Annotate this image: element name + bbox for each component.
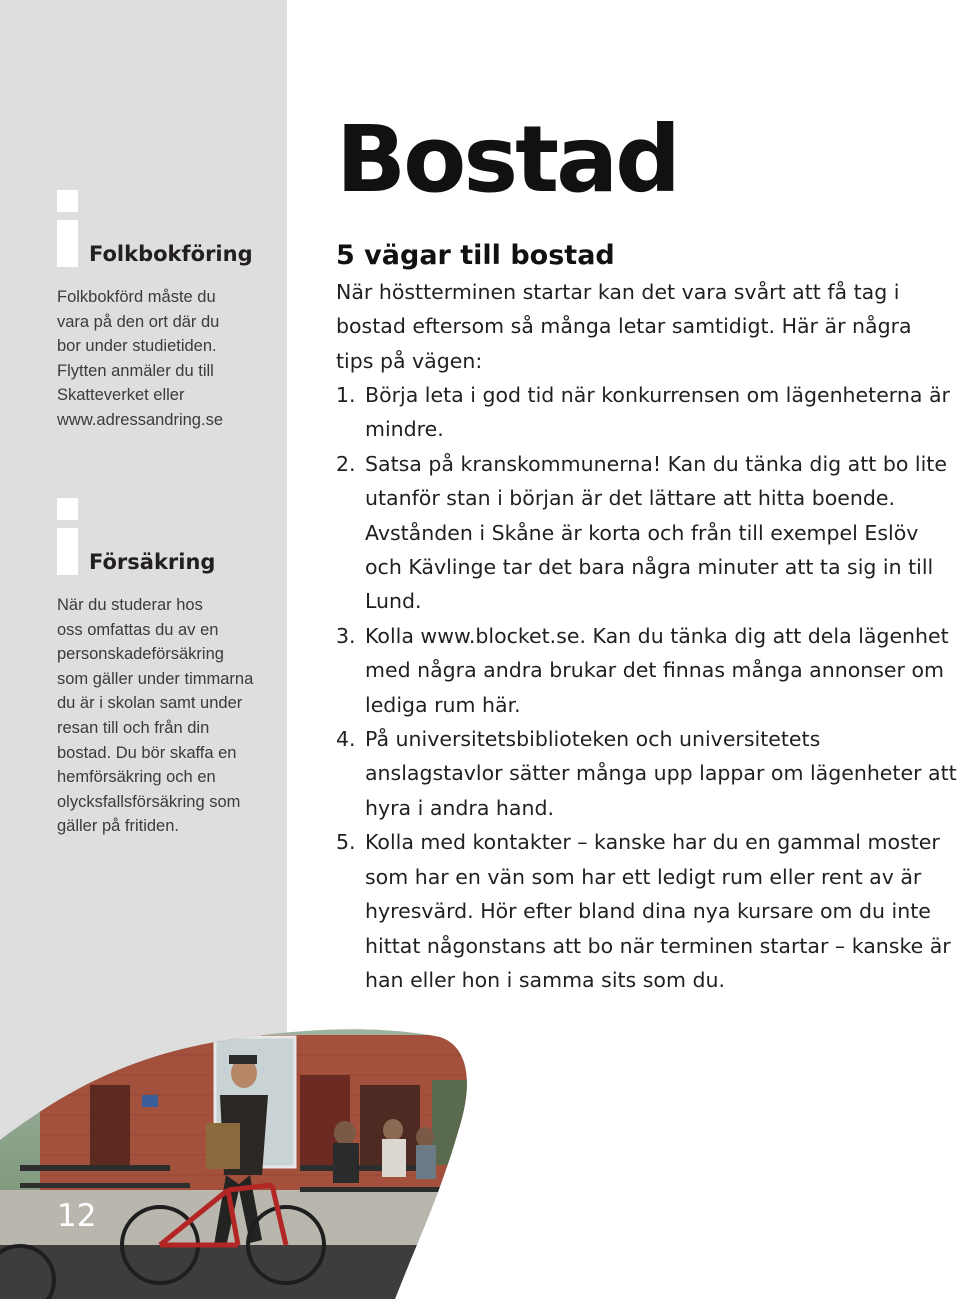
info-block-body: Folkbokförd måste du vara på den ort där du bor under studietiden. Flytten anmäler du till Skatteverket eller www.adressandring.se	[57, 288, 223, 429]
list-item-text: Kolla www.blocket.se. Kan du tänka dig att dela lägenhet med några andra brukar det finnas många annonser om lediga rum här.	[365, 623, 949, 717]
list-item	[336, 722, 960, 825]
page-title: Bostad	[336, 106, 679, 213]
tips-list	[336, 378, 960, 997]
intro-paragraph: När höstterminen startar kan det vara svårt att få tag i bostad eftersom så många letar samtidigt. Här är några tips på vägen:	[336, 280, 912, 373]
list-item-number: 4.	[336, 727, 356, 752]
list-item-number: 5.	[336, 830, 356, 855]
list-item-text: Börja leta i god tid när konkurrensen om lägenheterna är mindre.	[365, 383, 950, 442]
campus-cyclist-photo	[0, 1025, 470, 1299]
list-item-number: 1.	[336, 383, 356, 407]
list-item	[336, 378, 960, 447]
list-item	[336, 447, 960, 619]
list-item	[336, 619, 960, 722]
section-heading: 5 vägar till bostad	[336, 240, 615, 271]
info-block-title: Folkbokföring	[89, 242, 253, 266]
info-block-title: Försäkring	[89, 550, 216, 574]
list-item-number: 2.	[336, 451, 356, 476]
info-block-body: När du studerar hos oss omfattas du av en personskadeförsäkring som gäller under timmarna du är i skolan samt under resan till och från din bostad. Du bör skaffa en hemförsäkring och en olycksfallsförsäkring som gäller på fritiden.	[57, 596, 254, 836]
list-item	[336, 825, 960, 997]
page-number: 12	[57, 1198, 97, 1234]
list-item-text: Kolla med kontakter – kanske har du en gammal moster som har en vän som har ett ledigt rum eller rent av är hyresvärd. Hör efter bland dina nya kursare om du inte hittat någonstans att bo när terminen startar – kanske är han eller hon i samma sits som du.	[365, 830, 951, 992]
list-item-number: 3.	[336, 623, 356, 648]
list-item-text: På universitetsbiblioteken och universitetets anslagstavlor sätter många upp lappar om lägenheter att hyra i andra hand.	[365, 727, 957, 820]
list-item-text: Satsa på kranskommunerna! Kan du tänka dig att bo lite utanför stan i början är det lättare att hitta boende. Avstånden i Skåne är korta och från till exempel Eslöv och Kävlinge tar det bara några minuter att ta sig in till Lund.	[365, 451, 947, 614]
